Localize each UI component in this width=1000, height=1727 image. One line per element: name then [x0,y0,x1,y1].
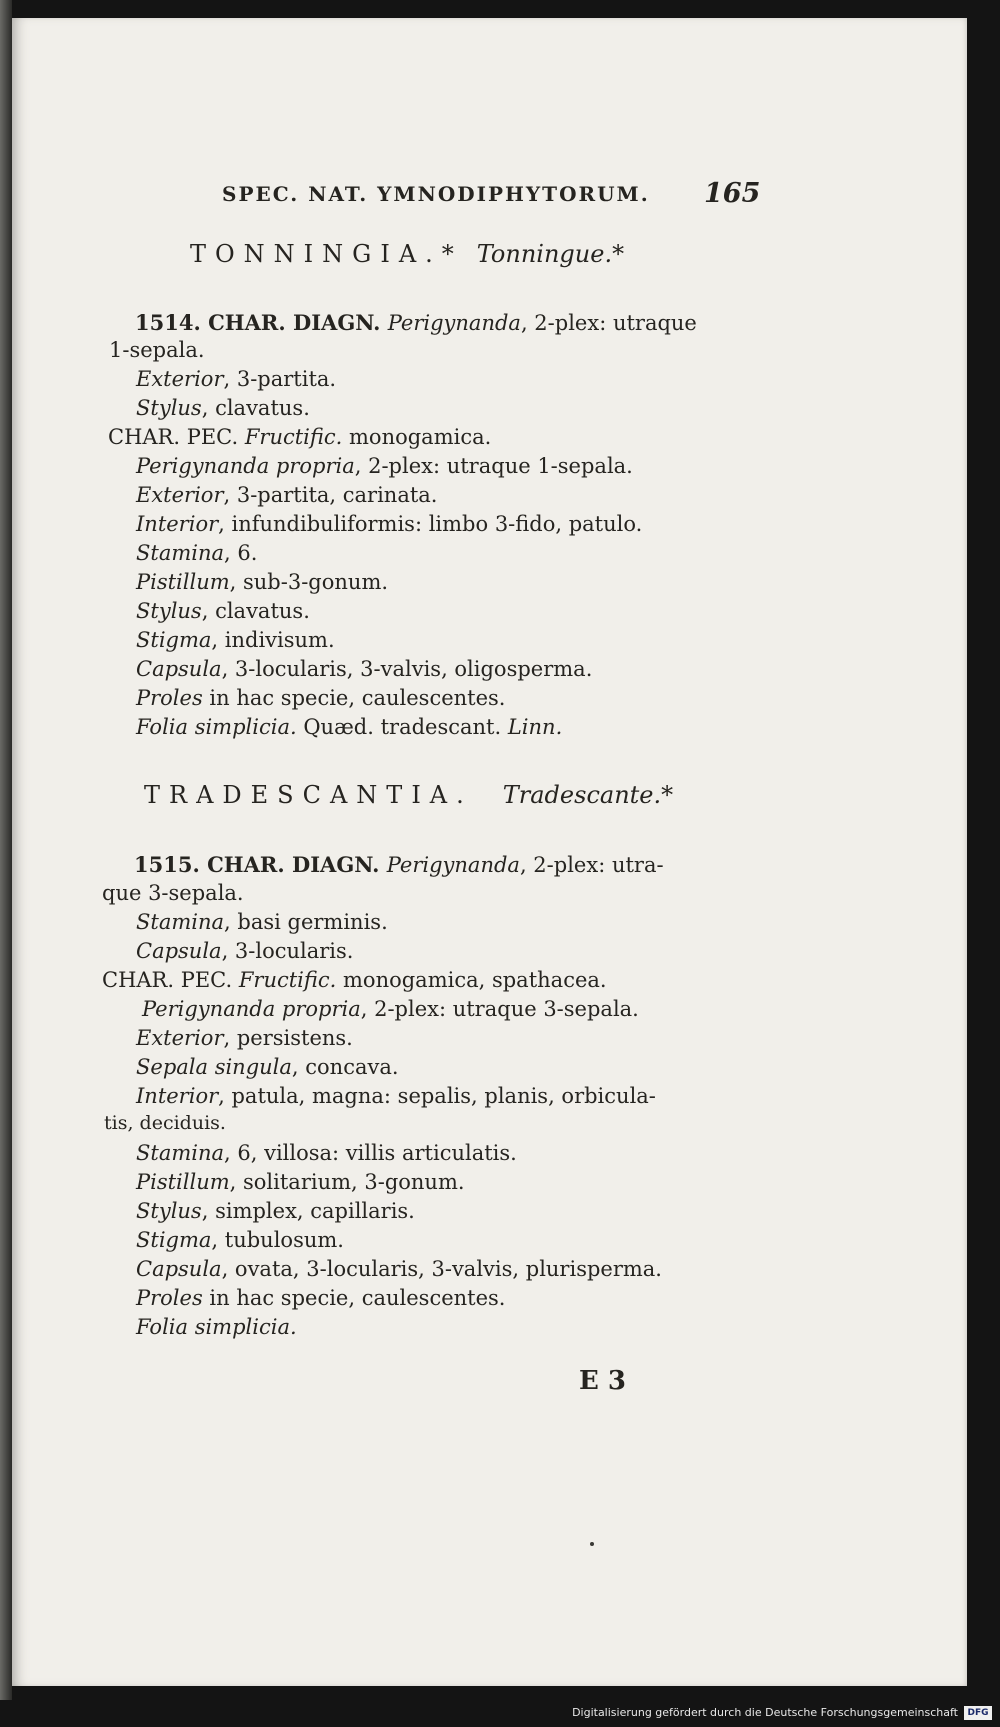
page-header [12,178,967,218]
text-line: Sepala singula, concava. [136,1055,399,1079]
text-line: Exterior, 3-partita. [136,367,337,391]
running-head: SPEC. NAT. YMNODIPHYTORUM. [222,182,650,206]
footer-credit: Digitalisierung gefördert durch die Deutsche Forschungsgemeinschaft [572,1706,958,1719]
ink-dot [590,1542,594,1546]
text-line: Proles in hac specie, caulescentes. [136,1286,506,1310]
text-line: Interior, infundibuliformis: limbo 3-fido, patulo. [136,512,643,536]
text-line: Pistillum, sub-3-gonum. [136,570,389,594]
character-line: CHAR. PEC. Fructific. monogamica. [108,425,492,449]
character-line: CHAR. PEC. Fructific. monogamica, spathacea. [102,968,607,992]
text-line: Stylus, clavatus. [136,599,310,623]
genus-french-name: Tonningue.* [476,240,625,268]
text-line: Stylus, simplex, capillaris. [136,1199,415,1223]
text-line: Pistillum, solitarium, 3-gonum. [136,1170,465,1194]
text-line: 1-sepala. [109,338,205,362]
genus-heading-tradescantia [12,781,967,809]
genus-heading-tonningia [12,240,967,268]
text-line: Stamina, 6, villosa: villis articulatis. [136,1141,517,1165]
text-line: Exterior, persistens. [136,1026,353,1050]
footer-bar [0,1700,1000,1727]
genus-latin-name: TONNINGIA.* [190,240,463,268]
text-line: que 3-sepala. [102,881,244,905]
text-line: Capsula, 3-locularis, 3-valvis, oligosperma. [136,657,593,681]
text-line: Exterior, 3-partita, carinata. [136,483,438,507]
text-line: Folia simplicia. Quæd. tradescant. Linn. [136,715,563,739]
book-page [12,18,967,1686]
text-line: Perigynanda propria, 2-plex: utraque 1-sepala. [136,454,633,478]
text-line: Stamina, basi germinis. [136,910,388,934]
text-line: Stigma, tubulosum. [136,1228,344,1252]
dfg-logo-icon: DFG [964,1706,992,1720]
text-line: Proles in hac specie, caulescentes. [136,686,506,710]
text-line: Perigynanda propria, 2-plex: utraque 3-sepala. [142,997,639,1021]
book-spine-edge [0,0,12,1727]
text-line: Capsula, ovata, 3-locularis, 3-valvis, plurisperma. [136,1257,662,1281]
text-line: Stigma, indivisum. [136,628,335,652]
page-number: 165 [704,178,761,209]
signature-mark: E 3 [579,1366,626,1396]
genus-latin-name: TRADESCANTIA. [144,781,473,809]
text-line: tis, deciduis. [104,1112,226,1134]
text-line: Stylus, clavatus. [136,396,310,420]
diagnosis-line: 1515. CHAR. DIAGN. Perigynanda, 2-plex: utra- [134,852,664,877]
text-line: Interior, patula, magna: sepalis, planis, orbicula- [136,1084,656,1108]
text-line: Folia simplicia. [136,1315,297,1339]
text-line: Capsula, 3-locularis. [136,939,354,963]
genus-french-name: Tradescante.* [502,781,674,809]
text-line: Stamina, 6. [136,541,258,565]
diagnosis-line: 1514. CHAR. DIAGN. Perigynanda, 2-plex: utraque [135,310,697,335]
